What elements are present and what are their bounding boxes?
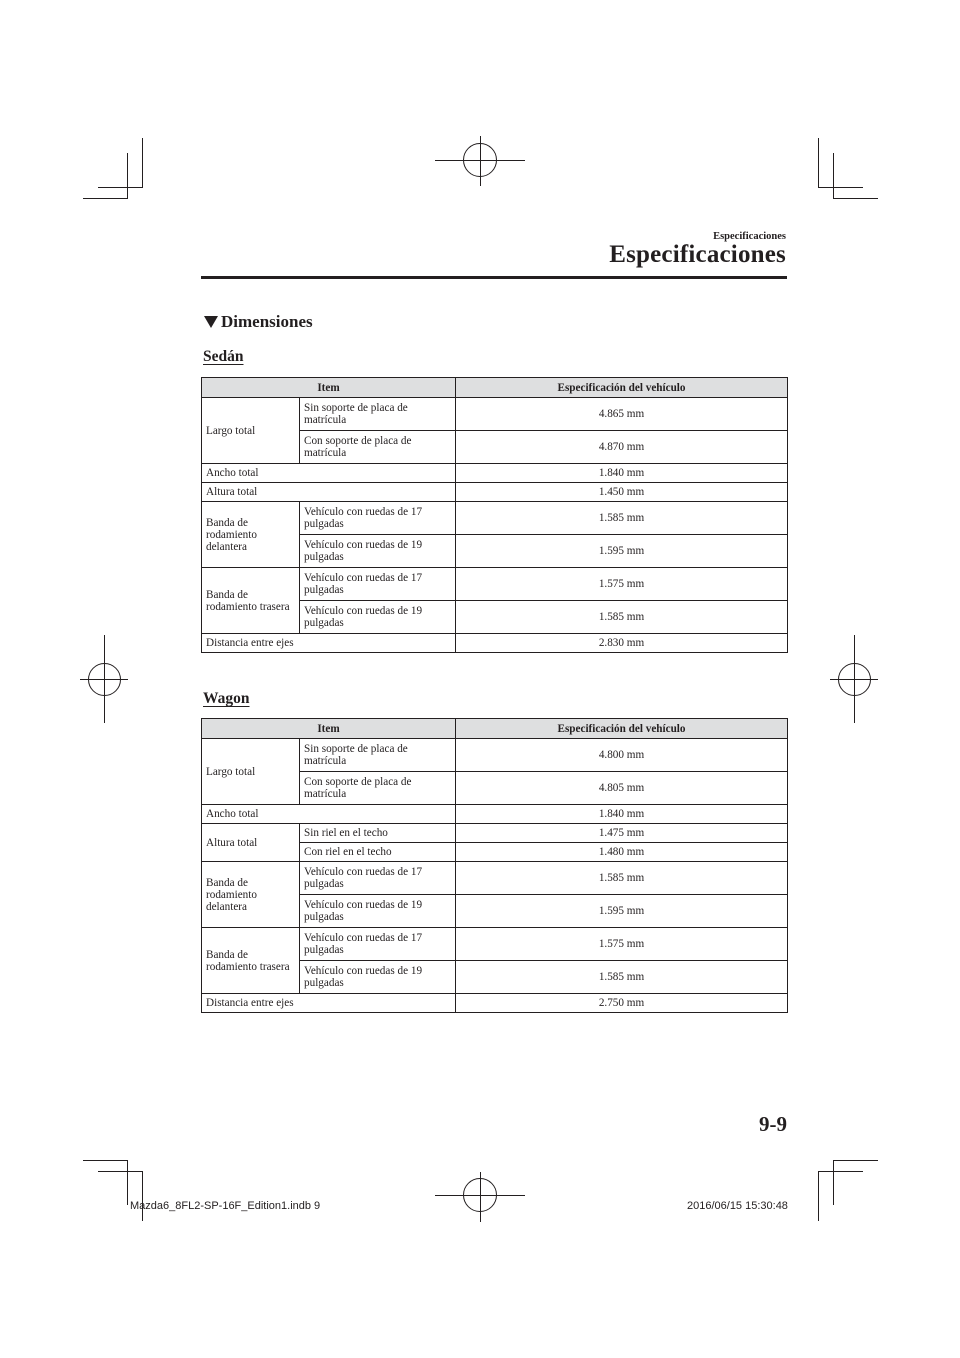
row-subitem: Con soporte de placa de matrícula xyxy=(300,772,456,805)
row-subitem: Vehículo con ruedas de 17 pulgadas xyxy=(300,568,456,601)
row-item: Ancho total xyxy=(202,805,456,824)
row-value: 4.800 mm xyxy=(456,739,788,772)
row-item: Ancho total xyxy=(202,464,456,483)
row-value: 1.585 mm xyxy=(456,961,788,994)
row-item: Banda de rodamiento delantera xyxy=(202,862,300,928)
row-value: 2.830 mm xyxy=(456,634,788,653)
table-row xyxy=(202,739,788,772)
row-subitem: Sin soporte de placa de matrícula xyxy=(300,398,456,431)
row-subitem: Sin soporte de placa de matrícula xyxy=(300,739,456,772)
wagon-dimensions-table xyxy=(201,718,788,1013)
section-heading-text: Dimensiones xyxy=(221,312,313,331)
running-header-title: Especificaciones xyxy=(609,241,786,268)
sedan-dimensions-table xyxy=(201,377,788,653)
row-value: 1.450 mm xyxy=(456,483,788,502)
row-value: 1.595 mm xyxy=(456,535,788,568)
row-item: Banda de rodamiento trasera xyxy=(202,928,300,994)
table-row xyxy=(202,928,788,961)
row-value: 4.870 mm xyxy=(456,431,788,464)
row-value: 1.840 mm xyxy=(456,464,788,483)
row-subitem: Vehículo con ruedas de 17 pulgadas xyxy=(300,502,456,535)
page-number: 9-9 xyxy=(759,1112,787,1136)
table-header-spec: Especificación del vehículo xyxy=(456,378,788,398)
table-row xyxy=(202,464,788,483)
row-value: 1.840 mm xyxy=(456,805,788,824)
row-value: 2.750 mm xyxy=(456,994,788,1013)
row-item: Banda de rodamiento trasera xyxy=(202,568,300,634)
row-value: 1.575 mm xyxy=(456,568,788,601)
table-row xyxy=(202,805,788,824)
row-subitem: Vehículo con ruedas de 19 pulgadas xyxy=(300,961,456,994)
row-item: Largo total xyxy=(202,398,300,464)
row-item: Altura total xyxy=(202,824,300,862)
row-item: Distancia entre ejes xyxy=(202,634,456,653)
footer-timestamp: 2016/06/15 15:30:48 xyxy=(687,1200,788,1212)
section-heading xyxy=(204,312,313,332)
table-header-item: Item xyxy=(202,378,456,398)
row-subitem: Vehículo con ruedas de 19 pulgadas xyxy=(300,535,456,568)
row-item: Banda de rodamiento delantera xyxy=(202,502,300,568)
table-row xyxy=(202,483,788,502)
table-row xyxy=(202,398,788,431)
row-value: 4.865 mm xyxy=(456,398,788,431)
row-item: Altura total xyxy=(202,483,456,502)
row-item: Largo total xyxy=(202,739,300,805)
row-value: 4.805 mm xyxy=(456,772,788,805)
row-value: 1.575 mm xyxy=(456,928,788,961)
row-value: 1.595 mm xyxy=(456,895,788,928)
row-value: 1.480 mm xyxy=(456,843,788,862)
row-value: 1.585 mm xyxy=(456,502,788,535)
footer-file-slug: Mazda6_8FL2-SP-16F_Edition1.indb 9 xyxy=(130,1200,321,1212)
running-header-small: Especificaciones xyxy=(713,231,786,242)
table-row xyxy=(202,502,788,535)
table-row xyxy=(202,824,788,843)
table-row xyxy=(202,994,788,1013)
table-row xyxy=(202,568,788,601)
row-subitem: Con soporte de placa de matrícula xyxy=(300,431,456,464)
row-subitem: Con riel en el techo xyxy=(300,843,456,862)
row-value: 1.475 mm xyxy=(456,824,788,843)
row-subitem: Vehículo con ruedas de 19 pulgadas xyxy=(300,895,456,928)
triangle-down-icon xyxy=(204,316,218,328)
row-subitem: Vehículo con ruedas de 17 pulgadas xyxy=(300,862,456,895)
row-value: 1.585 mm xyxy=(456,862,788,895)
row-value: 1.585 mm xyxy=(456,601,788,634)
table-header-spec: Especificación del vehículo xyxy=(456,719,788,739)
header-rule xyxy=(201,276,787,279)
table-row xyxy=(202,862,788,895)
table-header-item: Item xyxy=(202,719,456,739)
row-subitem: Sin riel en el techo xyxy=(300,824,456,843)
row-item: Distancia entre ejes xyxy=(202,994,456,1013)
row-subitem: Vehículo con ruedas de 19 pulgadas xyxy=(300,601,456,634)
table-row xyxy=(202,634,788,653)
row-subitem: Vehículo con ruedas de 17 pulgadas xyxy=(300,928,456,961)
wagon-title: Wagon xyxy=(203,690,250,707)
sedan-title: Sedán xyxy=(203,348,244,365)
